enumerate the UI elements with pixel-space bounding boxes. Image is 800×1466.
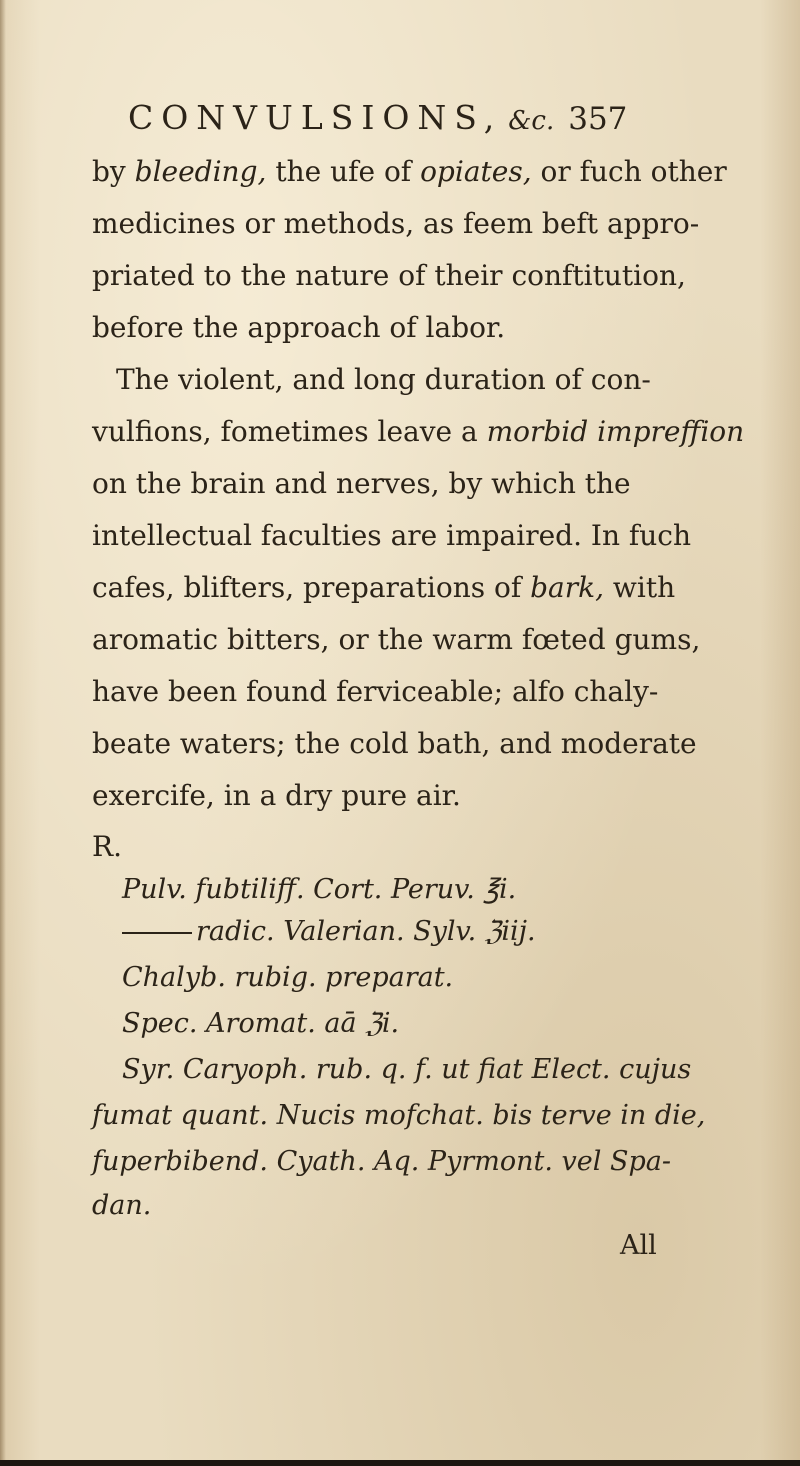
text-line: medicines or methods, as feem beft appro- [92, 207, 700, 240]
recipe-symbol: R. [92, 830, 122, 863]
italic-span: bark, [530, 571, 604, 604]
text-line: aromatic bitters, or the warm fœted gums, [92, 623, 701, 656]
page-number: 357 [568, 101, 628, 137]
prescription-line [122, 916, 536, 947]
catchword: All [620, 1230, 657, 1261]
page-bottom-edge [0, 1460, 800, 1466]
text-line: exercife, in a dry pure air. [92, 779, 461, 812]
italic-span: bleeding, [134, 155, 267, 188]
prescription-text: radic. Valerian. Sylv. ℨiij. [196, 916, 536, 947]
text-line: beate waters; the cold bath, and moderate [92, 727, 697, 760]
text-span: the ufe of [266, 155, 421, 188]
page-shadow [0, 0, 6, 1466]
ditto-dash [122, 932, 192, 934]
italic-span: opiates, [420, 155, 532, 188]
text-span: or fuch other [531, 155, 727, 188]
text-span: by [92, 155, 135, 188]
italic-span: morbid impreffion [486, 415, 745, 448]
text-line: before the approach of labor. [92, 311, 506, 344]
prescription-line: Chalyb. rubig. preparat. [122, 962, 454, 993]
text-line: have been found ferviceable; alfo chaly- [92, 675, 659, 708]
header-etc: &c. [508, 106, 555, 136]
prescription-line: Syr. Caryoph. rub. q. f. ut fiat Elect. cujus [122, 1054, 692, 1085]
prescription-line: dan. [92, 1190, 152, 1221]
text-line [92, 146, 732, 198]
text-line: intellectual faculties are impaired. In fuch [92, 519, 691, 552]
text-line: The violent, and long duration of con- [116, 363, 651, 396]
prescription-line: fumat quant. Nucis mofchat. bis terve in die, [92, 1100, 706, 1131]
text-line: on the brain and nerves, by which the [92, 467, 631, 500]
text-line: priated to the nature of their conftitution, [92, 259, 686, 292]
header-title: CONVULSIONS, [128, 98, 503, 137]
running-header [128, 98, 668, 137]
text-span: vulfions, fometimes leave a [92, 415, 487, 448]
prescription-line: Spec. Aromat. aā ℨi. [122, 1008, 400, 1039]
prescription-line: fuperbibend. Cyath. Aq. Pyrmont. vel Spa- [92, 1146, 671, 1177]
text-line [92, 562, 732, 614]
text-span: cafes, blifters, preparations of [92, 571, 531, 604]
text-line [92, 406, 745, 458]
prescription-line: Pulv. fubtiliff. Cort. Peruv. ℥i. [122, 874, 517, 905]
text-span: with [604, 571, 676, 604]
